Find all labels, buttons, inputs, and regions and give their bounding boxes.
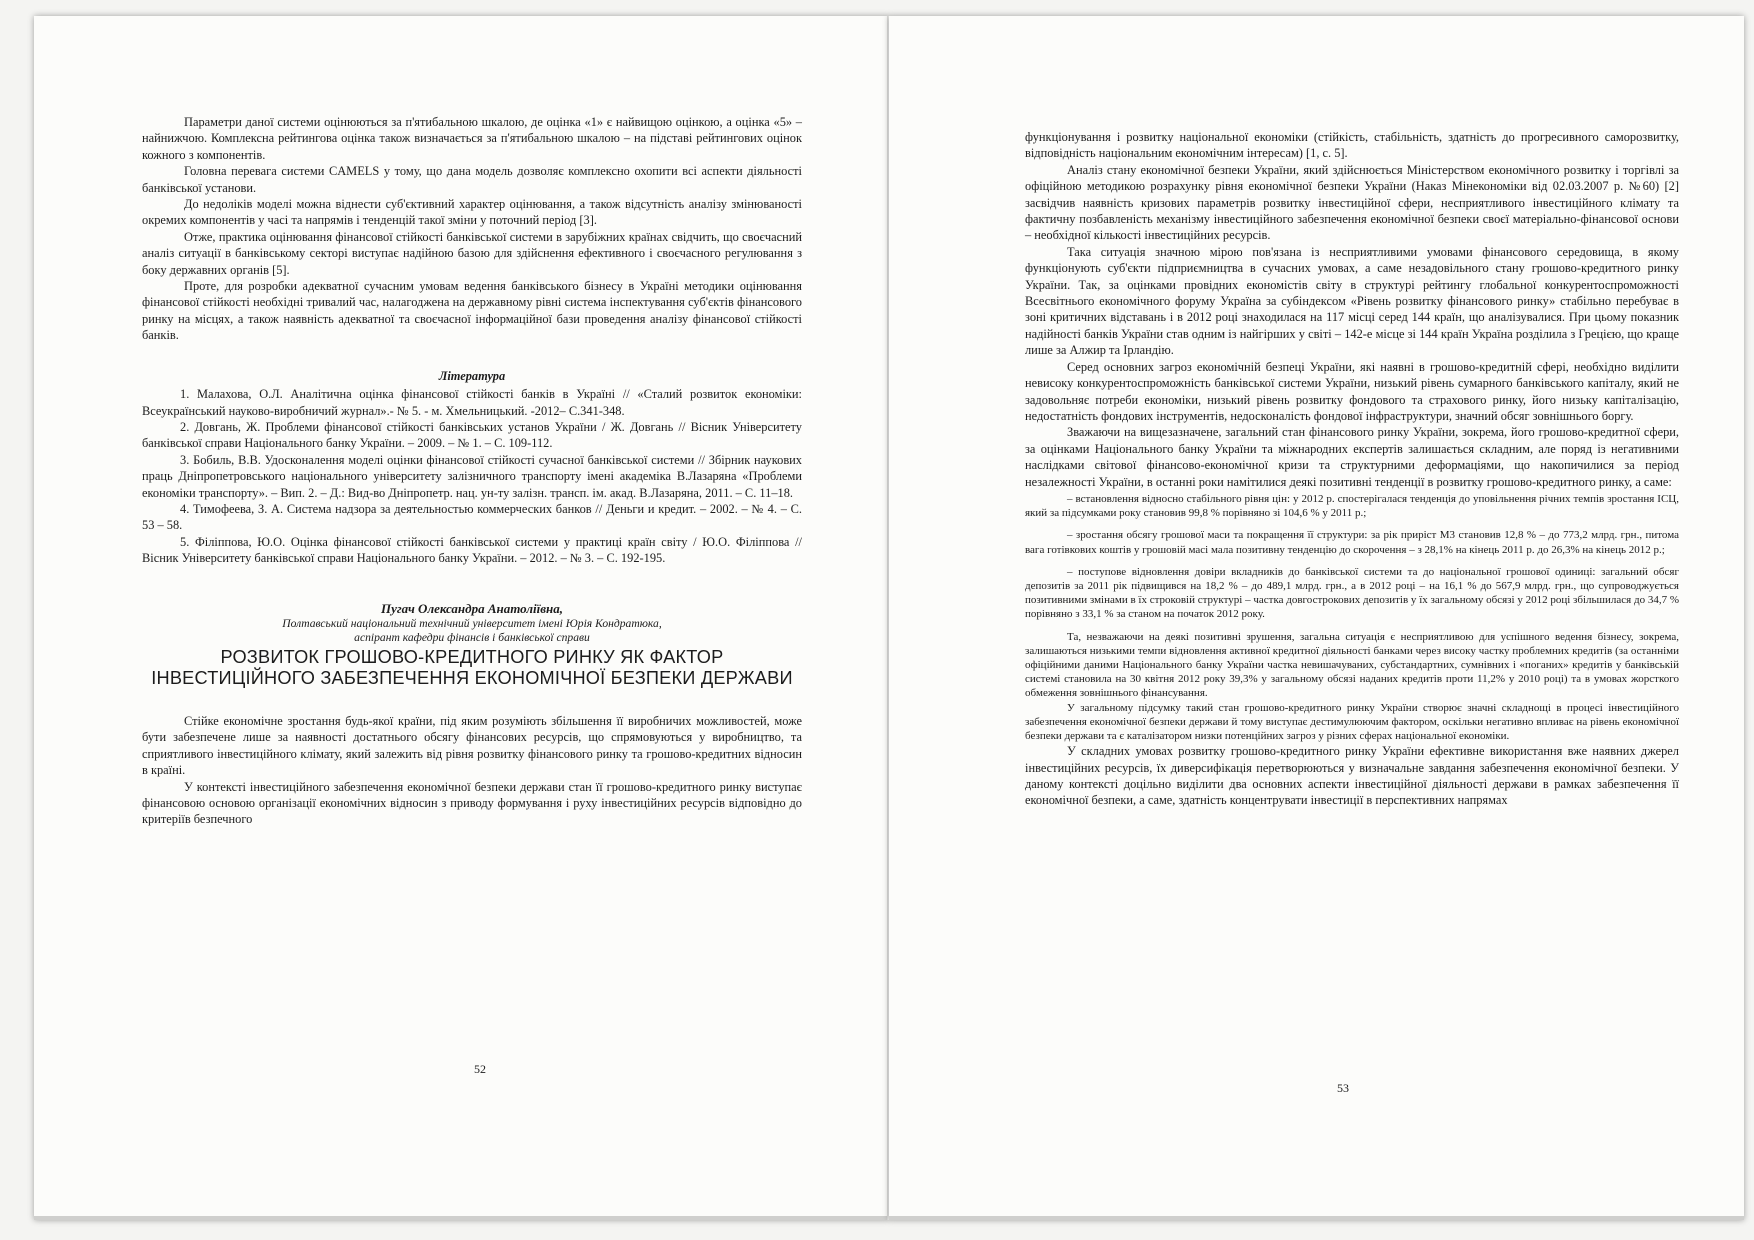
- author-name: Пугач Олександра Анатоліївна,: [380, 600, 564, 616]
- reference-item: 5. Філіппова, Ю.О. Оцінка фінансової стійкості банківської системи у практиці країн світу / Ю.О. Філіппова // Вісник Університету банківської справи Національного банку України. – 2012. – № 3. – С. 192-195.: [142, 534, 802, 566]
- paragraph: Стійке економічне зростання будь-якої країни, під яким розуміють збільшення її виробничих можливостей, може бути забезпечене лише за наявності достатнього обсягу фінансових ресурсів, що спрямовуються у виробництво, та сприятливого інвестиційного клімату, який залежить від рівня розвитку фінансового ринку та грошово-кредитних відносин в країні.: [142, 713, 802, 778]
- right-page-body: [1025, 129, 1679, 809]
- paragraph: Така ситуація значною мірою пов'язана із несприятливими умовами фінансового середовища, в якому функціонують суб'єкти підприємництва в сучасних умовах, а саме незадовільного стану грошово-кредитного ринку України. Так, за оцінками провідних економістів світу в структурі рейтингу глобальної конкурентоспроможності Всесвітнього економічного форуму Україна за субіндексом «Рівень розвитку фінансового ринку» стабільно перебуває в зоні критичних відставань і в 2012 році знаходилася на 117 місці серед 144 країн, що аналізувалися. При цьому показник надійності банків України став одним із найгірших у світі – 142-е місце зі 144 країн Україна розділила з Грецією, що краще лише за Алжир та Ірландію.: [1025, 244, 1679, 358]
- paragraph: Зважаючи на вищезазначене, загальний стан фінансового ринку України, зокрема, його грошово-кредитної сфери, за оцінками Національного банку України та міжнародних експертів залишається складним, але поряд із негативними наслідками світової фінансово-економічної кризи та структурними деформаціями, що накопичилися за період незалежності України, в останні роки намітилися деякі позитивні тенденції в розвитку грошово-кредитного ринку, а саме:: [1025, 425, 1679, 489]
- paragraph: У контексті інвестиційного забезпечення економічної безпеки держави стан її грошово-кредитного ринку виступає фінансовою основою організації економічних відносин з приводу формування і руху інвестиційних ресурсів відповідно до критеріїв безпечного: [142, 779, 802, 827]
- paragraph: До недоліків моделі можна віднести суб'єктивний характер оцінювання, а також відсутність аналізу змінюваності окремих компонентів у часі та напрямів і тенденцій такої зміни у поточний період [3].: [142, 197, 802, 228]
- paragraph: У складних умовах розвитку грошово-кредитного ринку України ефективне використання вже наявних джерел інвестиційних ресурсів, їх диверсифікація перетворюються у визначальне завдання забезпечення економічної безпеки. У даному контексті доцільно виділити два основних аспекти інвестиційної діяльності держави в рамках забезпечення її економічної безпеки, а саме, здатність концентрувати інвестиції в перспективних напрямах: [1025, 744, 1679, 808]
- reference-item: 1. Малахова, О.Л. Аналітична оцінка фінансової стійкості банків в Україні // «Сталий розвиток економіки: Всеукраїнський науково-виробничий журнал».- № 5. - м. Хмельницький. -2012– С.341-348.: [142, 387, 802, 418]
- author-position: аспірант кафедри фінансів і банківської справи: [354, 630, 590, 644]
- paragraph: Проте, для розробки адекватної сучасним умовам ведення банківського бізнесу в Україні методики оцінювання фінансової стійкості необхідні тривалий час, налагоджена на державному рівні система інспектування суб'єктів фінансового ринку на місцях, а також наявність адекватної та своєчасної інформаційної бази проведення аналізу фінансової стійкості банків.: [142, 279, 802, 343]
- bullet-item: – зростання обсягу грошової маси та покращення її структури: за рік приріст М3 становив 12,8 % – до 773,2 млрд. грн., питома вага готівкових коштів у грошовій масі мала позитивну тенденцію до скорочення – з 28,1% на кінець 2011 р. до 26,3% на кінець 2012 р.;: [1025, 529, 1679, 556]
- article-title-line-2: ІНВЕСТИЦІЙНОГО ЗАБЕЗПЕЧЕННЯ ЕКОНОМІЧНОЇ БЕЗПЕКИ ДЕРЖАВИ: [151, 667, 793, 688]
- paragraph: У загальному підсумку такий стан грошово-кредитного ринку України створює значні складнощі в процесі інвестиційного забезпечення економічної безпеки держави й тому виступає дестимулюючим фактором, оскільки негативно впливає на рівень економічної безпеки держави та є каталізатором низки потенційних загроз у різних сферах національної економіки.: [1025, 701, 1679, 742]
- reference-item: 3. Бобиль, В.В. Удосконалення моделі оцінки фінансової стійкості сучасної банківської системи // Збірник наукових праць Дніпропетровського національного університету залізничного транспорту імені академіка В.Лазаряна «Проблеми економіки транспорту». – Вип. 2. – Д.: Вид-во Дніпропетр. нац. ун-ту залізн. трансп. ім. акад. В.Лазаряна, 2011. – С. 11–18.: [142, 452, 802, 500]
- left-page-body: [142, 114, 802, 828]
- paragraph: функціонування і розвитку національної економіки (стійкість, стабільність, здатність до прогресивного саморозвитку, відповідність національним економічним інтересам) [1, с. 5].: [1025, 130, 1679, 161]
- bullet-item: – встановлення відносно стабільного рівня цін: у 2012 р. спостерігалася тенденція до уповільнення річних темпів зростання ІСЦ, який за підсумками року становив 99,8 % порівняно зі 104,6 % у 2011 р.;: [1025, 492, 1679, 520]
- right-page: [889, 16, 1744, 1220]
- book-spread: [34, 16, 1744, 1240]
- page-edge: [889, 1216, 1744, 1220]
- author-affiliation: Полтавський національний технічний університет імені Юрія Кондратюка,: [282, 616, 662, 630]
- left-page: [34, 16, 889, 1220]
- paragraph: Параметри даної системи оцінюються за п'ятибальною шкалою, де оцінка «1» є найвищою оцінкою, а оцінка «5» – найнижчою. Комплексна рейтингова оцінка також визначається за п'ятибальною шкалою – на підставі рейтингових оцінок кожного з компонентів.: [142, 115, 802, 162]
- article-title-line-1: РОЗВИТОК ГРОШОВО-КРЕДИТНОГО РИНКУ ЯК ФАКТОР: [220, 646, 724, 667]
- page-number: 52: [474, 1062, 486, 1076]
- paragraph: Головна перевага системи CAMELS у тому, що дана модель дозволяє комплексно охопити всі аспекти діяльності банківської установи.: [142, 164, 802, 195]
- page-number: 53: [1337, 1081, 1349, 1095]
- reference-item: 2. Довгань, Ж. Проблеми фінансової стійкості банківських установ України / Ж. Довгань // Вісник Університету банківської справи Національного банку України. – 2009. – № 1. – С. 109-112.: [142, 419, 802, 451]
- bullet-item: – поступове відновлення довіри вкладників до банківської системи та до національної грошової одиниці: загальний обсяг депозитів за 2011 рік підвищився на 18,2 % – до 489,1 млрд. грн., а в 2012 році – на 16,1 % до 567,9 млрд. грн., що супроводжується позитивними змінами в їх строковій структурі – частка довгострокових депозитів у їх загальному обсязі у 2012 році збільшилася до 34,7 % порівняно з 33,1 % за станом на початок 2012 року.: [1025, 565, 1679, 621]
- paragraph: Отже, практика оцінювання фінансової стійкості банківської системи в зарубіжних країнах свідчить, що своєчасний аналіз ситуації в банківському секторі виступає надійною базою для здійснення ефективного і своєчасного регулювання з боку державних органів [5].: [142, 229, 802, 277]
- paragraph: Аналіз стану економічної безпеки України, який здійснюється Міністерством економічного розвитку і торгівлі за офіційною методикою розрахунку рівня економічної безпеки України (Наказ Мінекономіки від 02.03.2007 р. №60) [2] засвідчив наявність кризових параметрів розвитку інвестиційної сфери, несприятливого інвестиційного клімату та фактичну позбавленість механізму інвестиційного забезпечення економічної безпеки своєї матеріально-фінансової основи – необхідної кількості інвестиційних ресурсів.: [1025, 162, 1679, 243]
- paragraph: Та, незважаючи на деякі позитивні зрушення, загальна ситуація є несприятливою для успішного ведення бізнесу, зокрема, залишаються низькими темпи відновлення активної кредитної діяльності банками через високу частку проблемних кредитів (за останніми офіційними даними Національного банку України частка невишачуваних, субстандартних, сумнівних і «поганих» кредитів у банківській системі становила на 30 квітня 2012 року 39,3% у загальному обсязі наданих кредитів проти 11,2% у 2010 році) та в умовах жорсткого обмеження зовнішнього фінансування.: [1025, 630, 1679, 700]
- reference-item: 4. Тимофеева, З. А. Система надзора за деятельностью коммерческих банков // Деньги и кредит. – 2002. – № 4. – С. 53 – 58.: [142, 501, 802, 533]
- references-heading: Література: [438, 368, 506, 383]
- page-edge: [34, 1216, 889, 1220]
- paragraph: Серед основних загроз економічній безпеці України, які наявні в грошово-кредитній сфері, необхідно виділити невисоку конкурентоспроможність банківської системи України, низький рівень сумарного банківського капіталу, який не задовольняє потреби економіки, низький рівень розвитку фондового та страхового ринку, його низьку капіталізацію, недостатність фондових інструментів, недосконалість фондової інфраструктури, значний обсяг зовнішнього боргу.: [1025, 359, 1679, 423]
